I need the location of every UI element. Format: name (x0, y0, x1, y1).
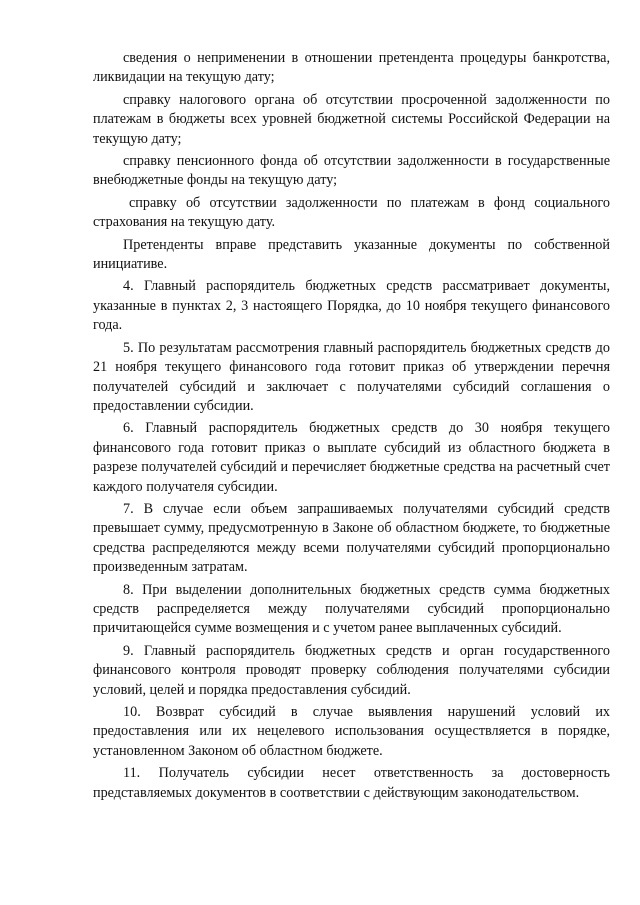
paragraph-own-initiative: Претенденты вправе представить указанные документы по собственной инициативе. (93, 236, 610, 273)
paragraph-item-7: 7. В случае если объем запрашиваемых получателями субсидий средств превышает сумму, предусмотренную в Законе об областном бюджете, то бюджетные средства распределяются между всеми получателями субсидий пропорционально произведенным затратам. (93, 500, 610, 576)
paragraph-item-9: 9. Главный распорядитель бюджетных средств и орган государственного финансового контроля проводят проверку соблюдения получателями субсидии условий, целей и порядка предоставления субсидий. (93, 642, 610, 698)
paragraph-item-11: 11. Получатель субсидии несет ответственность за достоверность представляемых документов в соответствии с действующим законодательством. (93, 765, 610, 801)
paragraph-social-insurance-certificate: справку об отсутствии задолженности по платежам в фонд социального страхования на текущую дату. (93, 194, 610, 231)
paragraph-pension-certificate: справку пенсионного фонда об отсутствии задолженности в государственные внебюджетные фонды на текущую дату; (93, 153, 610, 189)
paragraph-item-5: 5. По результатам рассмотрения главный распорядитель бюджетных средств до 21 ноября текущего финансового года готовит приказ об утверждении перечня получателей субсидий и заключает с получателями субсидий соглашения о предоставлении субсидии. (93, 339, 610, 414)
paragraph-item-8: 8. При выделении дополнительных бюджетных средств сумма бюджетных средств распределяется между получателями субсидий пропорционально причитающейся сумме возмещения и с учетом ранее выплаченных субсидий. (93, 581, 610, 637)
paragraph-bankruptcy-info: сведения о неприменении в отношении претендента процедуры банкротства, ликвидации на текущую дату; (93, 50, 610, 86)
paragraph-item-10: 10. Возврат субсидий в случае выявления нарушений условий их предоставления или их нецелевого использования осуществляется в порядке, установленном Законом об областном бюджете. (93, 704, 610, 759)
paragraph-item-4: 4. Главный распорядитель бюджетных средств рассматривает документы, указанные в пунктах 2, 3 настоящего Порядка, до 10 ноября текущего финансового года. (93, 278, 610, 334)
paragraph-tax-certificate: справку налогового органа об отсутствии просроченной задолженности по платежам в бюджеты всех уровней бюджетной системы Российской Федерации на текущую дату; (93, 91, 610, 147)
paragraph-item-6: 6. Главный распорядитель бюджетных средств до 30 ноября текущего финансового года готовит приказ о выплате субсидий из областного бюджета в разрезе получателей субсидий и перечисляет бюджетные средства на расчетный счет каждого получателя субсидии. (93, 420, 610, 495)
document-body (93, 49, 610, 806)
